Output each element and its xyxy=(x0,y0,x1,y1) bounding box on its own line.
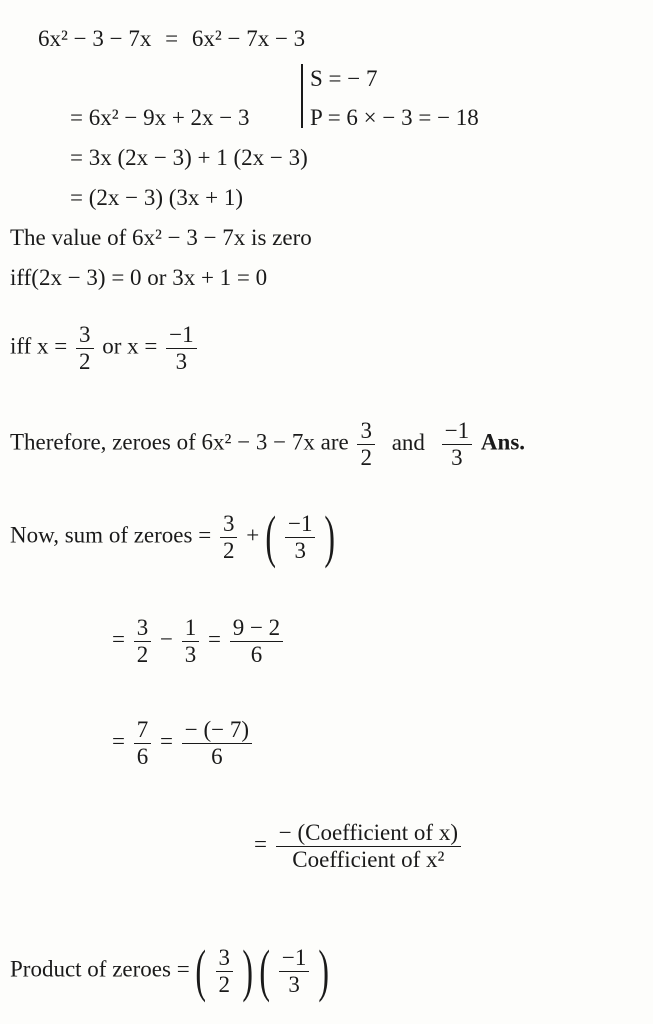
iff-prefix: iff x = xyxy=(10,333,68,359)
iff-roots-line xyxy=(10,322,200,375)
fraction-neg-one-third: $\frac{-1}{3}$ xyxy=(285,511,315,564)
fraction-three-halves: $\frac{3}{2}$ xyxy=(134,615,152,668)
therefore-prefix: Therefore, zeroes of 6x² − 3 − 7x are xyxy=(10,429,349,455)
eq-line-3: = 3x (2x − 3) + 1 (2x − 3) xyxy=(70,145,308,170)
equals-sign: = xyxy=(112,626,125,652)
eq-line-1 xyxy=(38,27,305,50)
fraction-coefficients: $\frac{\text{− (Coefficient of x)}}{\text{Coefficient of x²}}$ xyxy=(276,820,461,873)
eq-line-2: = 6x² − 9x + 2x − 3 xyxy=(70,105,250,130)
fraction-nine-minus-two: $\frac{9 - 2}{6}$ xyxy=(230,615,283,668)
eq-line-4: = (2x − 3) (3x + 1) xyxy=(70,185,244,210)
right-paren: ) xyxy=(318,938,330,1003)
fraction-three-halves: $\frac{3}{2}$ xyxy=(220,511,238,564)
sum-line xyxy=(10,504,336,569)
product-line xyxy=(10,938,330,1003)
fraction-three-halves: $\frac{3}{2}$ xyxy=(216,945,234,998)
fraction-neg-one-third: $\frac{-1}{3}$ xyxy=(166,322,196,375)
equals-sign: = xyxy=(165,26,179,51)
sum-prefix: Now, sum of zeroes = xyxy=(10,522,212,548)
fraction-neg-one-third: $\frac{-1}{3}$ xyxy=(442,418,472,471)
product-prefix: Product of zeroes = xyxy=(10,956,190,982)
fraction-neg-one-third: $\frac{-1}{3}$ xyxy=(279,945,309,998)
ans-label: Ans. xyxy=(480,429,526,455)
eq-line-1-lhs: 6x² − 3 − 7x xyxy=(38,26,152,51)
side-note-bar xyxy=(301,64,303,128)
value-zero-text: The value of 6x² − 3 − 7x is zero xyxy=(10,225,312,250)
or-text: or x = xyxy=(102,333,158,359)
fraction-three-halves: $\frac{3}{2}$ xyxy=(357,418,375,471)
fraction-neg-neg-seven: $\frac{- (- 7)}{6}$ xyxy=(182,717,252,770)
right-paren: ) xyxy=(242,938,253,1003)
left-paren: ( xyxy=(195,938,207,1003)
fraction-one-third: $\frac{1}{3}$ xyxy=(182,615,200,668)
equals-sign: = xyxy=(159,728,173,754)
equals-sign: = xyxy=(207,626,221,652)
left-paren: ( xyxy=(265,504,276,569)
sum-step-1 xyxy=(112,615,286,668)
minus-sign: − xyxy=(159,626,173,652)
sum-step-2 xyxy=(112,717,255,770)
plus-sign: + xyxy=(246,522,260,548)
sum-note: S = − 7 xyxy=(310,66,378,91)
product-note: P = 6 × − 3 = − 18 xyxy=(310,105,479,130)
therefore-line xyxy=(10,418,525,471)
right-paren: ) xyxy=(324,504,336,569)
eq-line-1-rhs: 6x² − 7x − 3 xyxy=(191,26,306,51)
and-text: and xyxy=(391,429,425,455)
sum-step-3 xyxy=(254,820,464,873)
fraction-seven-sixths: $\frac{7}{6}$ xyxy=(134,717,152,770)
left-paren: ( xyxy=(259,938,270,1003)
equals-sign: = xyxy=(254,831,267,857)
equals-sign: = xyxy=(112,728,125,754)
fraction-three-halves: $\frac{3}{2}$ xyxy=(76,322,94,375)
iff-line: iff(2x − 3) = 0 or 3x + 1 = 0 xyxy=(10,265,268,290)
